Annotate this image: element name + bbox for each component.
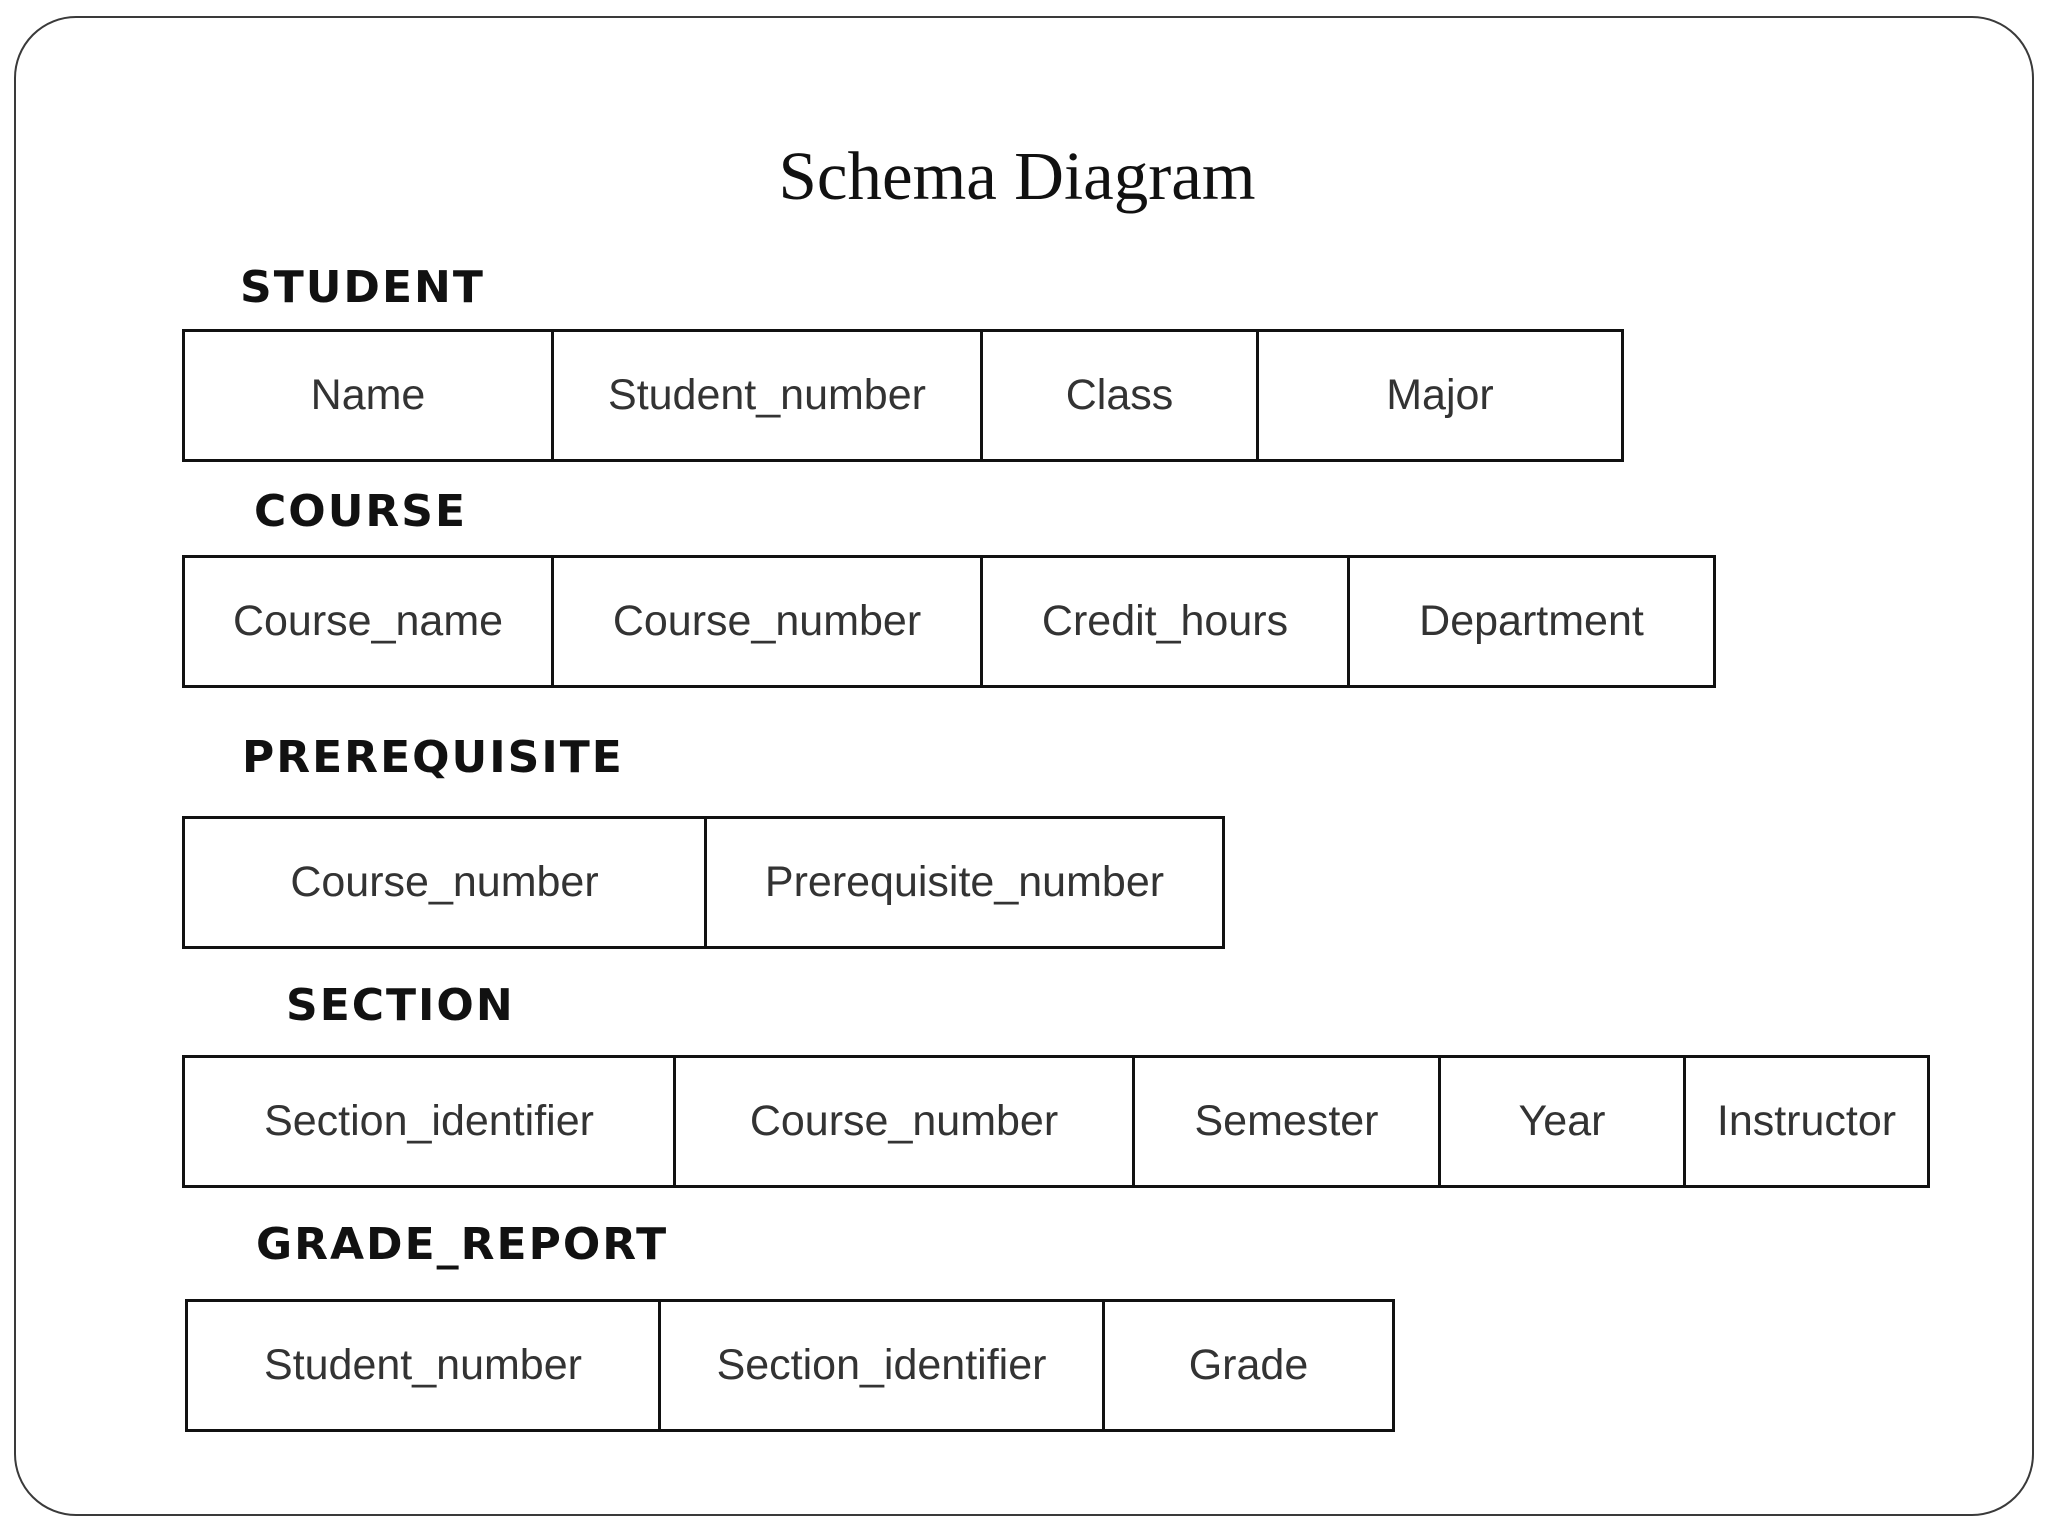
- attribute-cell: Course_number: [185, 819, 707, 946]
- attribute-cell: Student_number: [554, 332, 983, 459]
- attribute-cell: Department: [1419, 597, 1644, 645]
- attribute-cell: Prerequisite_number: [764, 858, 1165, 906]
- attribute-cell: Class: [983, 332, 1259, 459]
- attribute-cell: Course_number: [554, 558, 983, 685]
- attribute-cell: Semester: [1135, 1058, 1441, 1185]
- attribute-cell: Course_number: [676, 1058, 1135, 1185]
- table-course: [182, 555, 1716, 688]
- table-heading-grade-report: GRADE_REPORT: [256, 1219, 669, 1270]
- attribute-cell: Section_identifier: [661, 1302, 1105, 1429]
- table-heading-course: COURSE: [254, 486, 468, 537]
- attribute-cell: Name: [185, 332, 554, 459]
- table-heading-section: SECTION: [286, 980, 515, 1031]
- attribute-cell: Student_number: [188, 1302, 661, 1429]
- table-grade-report: [185, 1299, 1395, 1432]
- table-prerequisite: [182, 816, 1225, 949]
- table-heading-prerequisite: PREREQUISITE: [242, 732, 624, 783]
- attribute-cell: Section_identifier: [185, 1058, 676, 1185]
- table-heading-student: STUDENT: [240, 262, 485, 313]
- attribute-cell: Instructor: [1716, 1097, 1897, 1145]
- attribute-cell: Year: [1441, 1058, 1686, 1185]
- slide-title: Schema Diagram: [778, 138, 1256, 214]
- attribute-cell: Course_name: [185, 558, 554, 685]
- table-section: [182, 1055, 1930, 1188]
- attribute-cell: Major: [1386, 371, 1494, 419]
- attribute-cell: Grade: [1188, 1341, 1309, 1389]
- attribute-cell: Credit_hours: [983, 558, 1350, 685]
- table-student: [182, 329, 1624, 462]
